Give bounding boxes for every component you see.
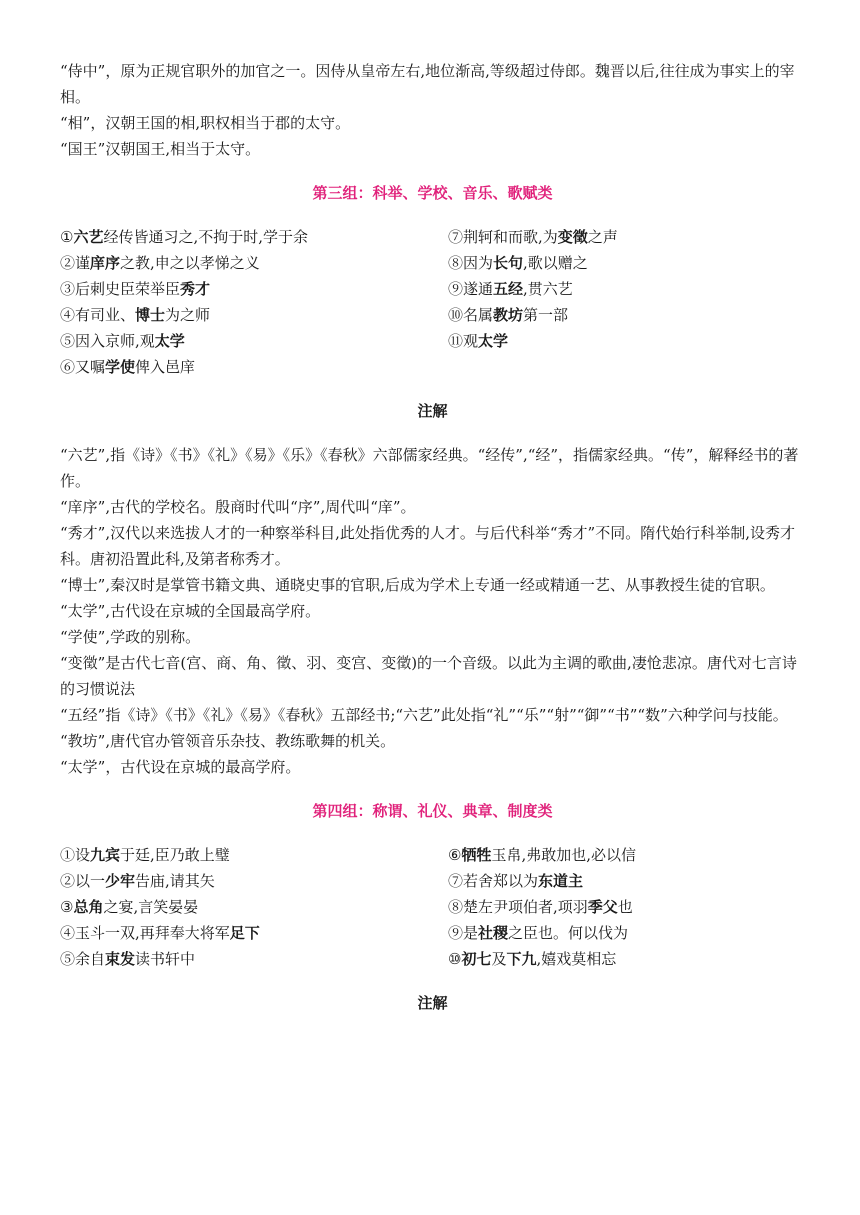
group3-left-column [60,224,448,380]
note-liuyi: “六艺”,指《诗》《书》《礼》《易》《乐》《春秋》六部儒家经典。“经传”,“经”，指儒家经典。“传”，解释经书的著作。 [60,446,799,490]
example-item: ⑦若舍郑以为东道主 [448,872,584,890]
example-item: ⑦荆轲和而歌,为变徵之声 [448,228,618,246]
example-item: ⑧楚左尹项伯者,项羽季父也 [448,898,633,916]
example-item: ④玉斗一双,再拜奉大将军足下 [60,924,260,942]
group3-notes-title: 注解 [417,402,448,420]
example-item: ②谨庠序之教,申之以孝悌之义 [60,254,260,272]
example-item: ①六艺经传皆通习之,不拘于时,学于余 [60,228,309,246]
note-bianzhi: “变徵”是古代七音(宫、商、角、徵、羽、变宫、变徵)的一个音级。以此为主调的歌曲,凄怆悲凉。唐代对七言诗的习惯说法 [60,654,797,698]
group4-left-column [60,842,448,972]
group4-examples [60,842,805,972]
example-item: ⑧因为长句,歌以赠之 [448,254,588,272]
note-xiang: “相”，汉朝王国的相,职权相当于郡的太守。 [60,114,351,132]
note-shizhong: “侍中”，原为正规官职外的加官之一。因侍从皇帝左右,地位渐高,等级超过侍郎。魏晋以后,往往成为事实上的宰相。 [60,62,795,106]
note-xiangxu: “庠序”,古代的学校名。殷商时代叫“序”,周代叫“庠”。 [60,498,416,516]
example-item: ③总角之宴,言笑晏晏 [60,898,199,916]
example-item: ⑥又嘱学使俾入邑庠 [60,358,196,376]
example-item: ⑤余自束发读书轩中 [60,950,196,968]
example-item: ①设九宾于廷,臣乃敢上璧 [60,846,230,864]
group4-heading: 第四组：称谓、礼仪、典章、制度类 [312,802,553,820]
note-taixue-2: “太学”，古代设在京城的最高学府。 [60,758,301,776]
group3-examples [60,224,805,380]
group3-notes [60,442,805,780]
note-guowang: “国王”汉朝国王,相当于太守。 [60,140,261,158]
example-item: ⑤因入京师,观太学 [60,332,185,350]
example-item: ⑨是社稷之臣也。何以伐为 [448,924,629,942]
example-item: ⑨遂通五经,贯六艺 [448,280,573,298]
group4-right-column [448,842,805,972]
note-xiucai: “秀才”,汉代以来选拔人才的一种察举科目,此处指优秀的人才。与后代科举“秀才”不同。隋代始行科举制,设秀才科。唐初沿置此科,及第者称秀才。 [60,524,795,568]
document-page [60,58,805,1016]
group4-notes-title: 注解 [417,994,448,1012]
example-item: ⑪观太学 [448,332,509,350]
note-xueshi: “学使”,学政的别称。 [60,628,201,646]
group3-right-column [448,224,805,380]
intro-notes [60,58,805,162]
note-boshi: “博士”,秦汉时是掌管书籍文典、通晓史事的官职,后成为学术上专通一经或精通一艺、从事教授生徒的官职。 [60,576,775,594]
example-item: ④有司业、博士为之师 [60,306,211,324]
note-wujing: “五经”指《诗》《书》《礼》《易》《春秋》五部经书;“六艺”此处指“礼”“乐”“射”“御”“书”“数”六种学问与技能。 [60,706,788,724]
example-item: ⑥牺牲玉帛,弗敢加也,必以信 [448,846,637,864]
note-jiaofang: “教坊”,唐代官办管领音乐杂技、教练歌舞的机关。 [60,732,396,750]
example-item: ⑩名属教坊第一部 [448,306,569,324]
group3-heading: 第三组：科举、学校、音乐、歌赋类 [312,184,553,202]
note-taixue: “太学”,古代设在京城的全国最高学府。 [60,602,321,620]
example-item: ⑩初七及下九,嬉戏莫相忘 [448,950,617,968]
example-item: ③后刺史臣荣举臣秀才 [60,280,211,298]
example-item: ②以一少牢告庙,请其矢 [60,872,215,890]
